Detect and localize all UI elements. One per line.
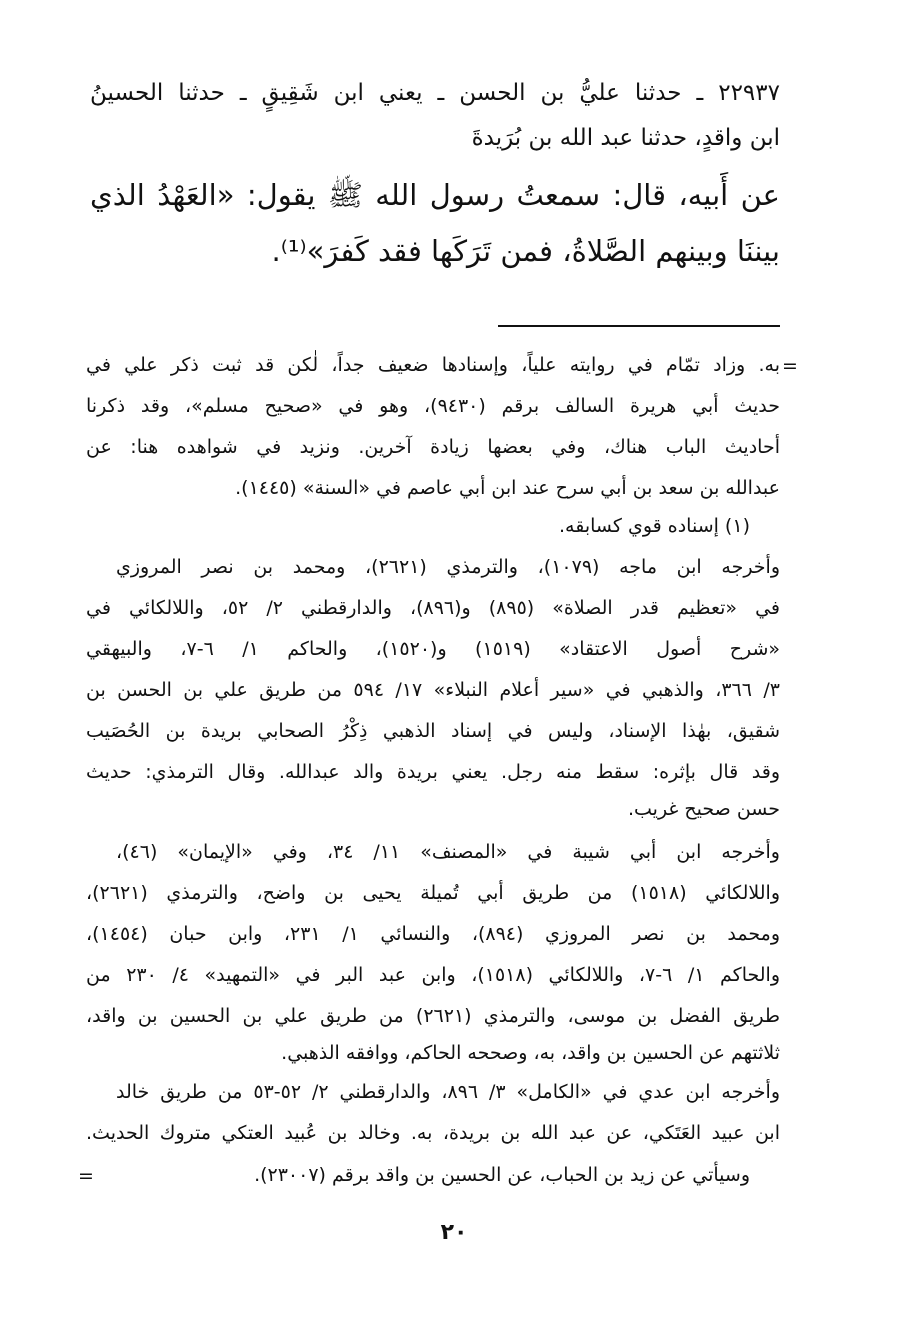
hadith-matn-line-1: عن أَبيه، قال: سمعتُ رسول الله ﷺ يقول: «العَهْدُ الذي <box>90 178 780 212</box>
page-number: ٢٠ <box>440 1220 468 1245</box>
footnote-line-13: وأخرجه ابن أبي شيبة في «المصنف» ١١/ ٣٤، وفي «الإيمان» (٤٦)، <box>116 841 780 863</box>
footnote-separator <box>498 325 780 327</box>
footnote-line-21: وسيأتي عن زيد بن الحباب، عن الحسين بن واقد برقم (٢٣٠٠٧). <box>254 1164 750 1186</box>
footnote-trailing-marker: = <box>78 1165 94 1187</box>
footnote-line-1: به. وزاد تمّام في روايته علياً، وإسنادها ضعيف جداً، لٰكن قد ثبت ذكر علي في <box>86 354 780 376</box>
footnote-line-5: (١) إسناده قوي كسابقه. <box>559 515 750 537</box>
footnote-line-18: ثلاثتهم عن الحسين بن واقد، به، وصححه الحاكم، ووافقه الذهبي. <box>281 1042 780 1064</box>
hadith-isnad-line-1: ٢٢٩٣٧ ـ حدثنا عليُّ بن الحسن ـ يعني ابن شَقِيقٍ ـ حدثنا الحسينُ <box>90 80 780 106</box>
footnote-line-12: حسن صحيح غريب. <box>627 798 780 820</box>
footnote-line-11: وقد قال بإثره: سقط منه رجل. يعني بريدة والد عبدالله. وقال الترمذي: حديث <box>86 761 780 783</box>
footnote-line-8: «شرح أصول الاعتقاد» (١٥١٩) و(١٥٢٠)، والحاكم ١/ ٦-٧، والبيهقي <box>86 638 780 660</box>
footnote-line-14: واللالكائي (١٥١٨) من طريق أبي تُميلة يحيى بن واضح، والترمذي (٢٦٢١)، <box>86 882 780 904</box>
footnote-line-9: ٣/ ٣٦٦، والذهبي في «سير أعلام النبلاء» ١٧/ ٥٩٤ من طريق علي بن الحسن بن <box>86 679 780 701</box>
footnote-line-4: عبدالله بن سعد بن أبي سرح عند ابن أبي عاصم في «السنة» (١٤٤٥). <box>235 477 780 499</box>
footnote-line-7: في «تعظيم قدر الصلاة» (٨٩٥) و(٨٩٦)، والدارقطني ٢/ ٥٢، واللالكائي في <box>86 597 780 619</box>
footnote-line-19: وأخرجه ابن عدي في «الكامل» ٣/ ٨٩٦، والدارقطني ٢/ ٥٢-٥٣ من طريق خالد <box>116 1081 781 1103</box>
footnote-line-20: ابن عبيد العَتَكي، عن عبد الله بن بريدة، به. وخالد بن عُبيد العتكي متروك الحديث. <box>86 1122 780 1144</box>
hadith-matn-line-2: بيننَا وبينهم الصَّلاةُ، فمن تَرَكَها فقد كَفرَ»⁽¹⁾. <box>271 234 780 268</box>
hadith-isnad-line-2: ابن واقدٍ، حدثنا عبد الله بن بُرَيدةَ <box>471 125 780 151</box>
footnote-line-17: طريق الفضل بن موسى، والترمذي (٢٦٢١) من طريق علي بن الحسين بن واقد، <box>86 1005 780 1027</box>
footnote-line-2: حديث أبي هريرة السالف برقم (٩٤٣٠)، وهو في «صحيح مسلم»، وقد ذكرنا <box>86 395 780 417</box>
footnote-line-10: شقيق، بهٰذا الإسناد، وليس في إسناد الذهبي ذِكْرُ الصحابي بريدة بن الحُصَيب <box>86 720 780 742</box>
footnote-continued-marker: = <box>782 355 798 377</box>
footnote-line-15: ومحمد بن نصر المروزي (٨٩٤)، والنسائي ١/ ٢٣١، وابن حبان (١٤٥٤)، <box>86 923 780 945</box>
footnote-line-3: أحاديث الباب هناك، وفي بعضها زيادة آخرين. ونزيد في شواهده هنا: عن <box>86 436 780 458</box>
footnote-line-6: وأخرجه ابن ماجه (١٠٧٩)، والترمذي (٢٦٢١)، ومحمد بن نصر المروزي <box>116 556 781 578</box>
footnote-line-16: والحاكم ١/ ٦-٧، واللالكائي (١٥١٨)، وابن عبد البر في «التمهيد» ٤/ ٢٣٠ من <box>86 964 780 986</box>
